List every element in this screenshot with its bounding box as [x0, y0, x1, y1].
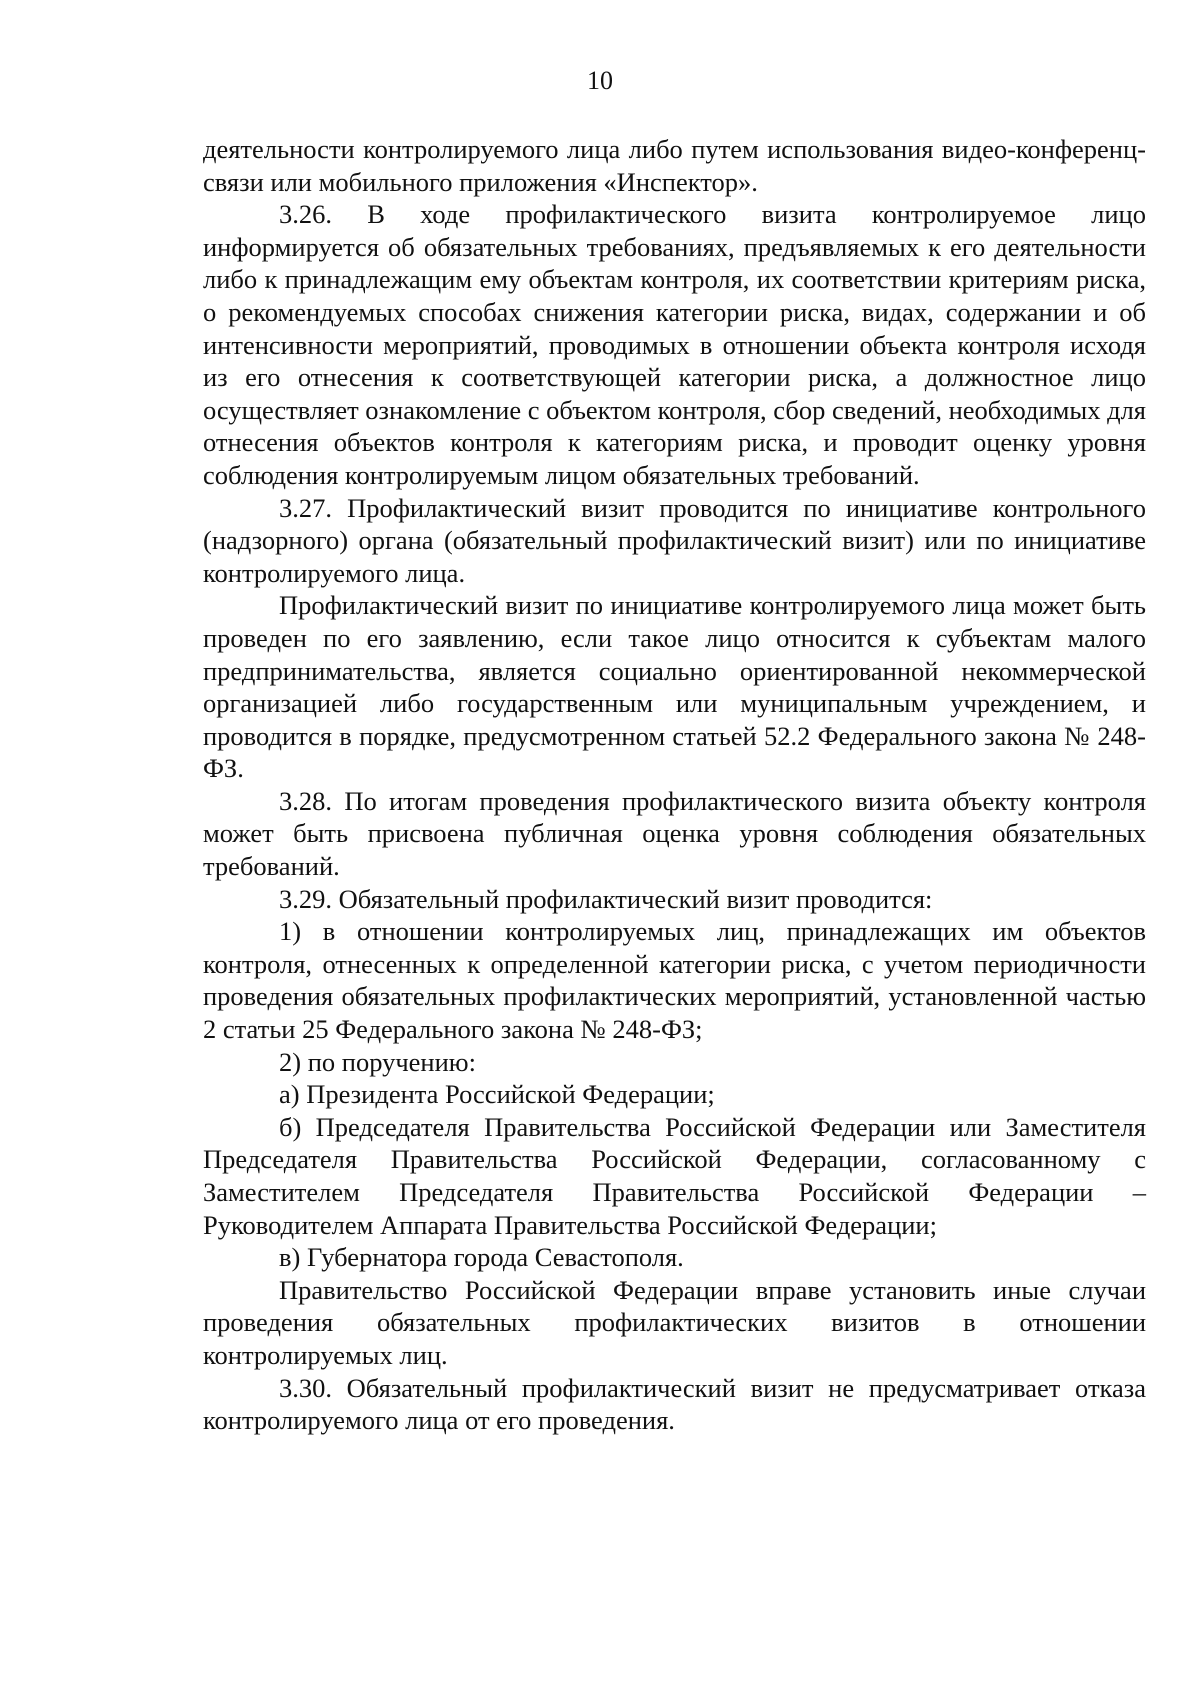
page-number: 10 [587, 66, 613, 95]
paragraph-3-28: 3.28. По итогам проведения профилактического визита объекту контроля может быть присвоена публичная оценка уровня соблюдения обязательных требований. [203, 785, 1146, 882]
paragraph-visit-initiative: Профилактический визит по инициативе контролируемого лица может быть проведен по его заявлению, если такое лицо относится к субъектам малого предпринимательства, является социально ориентированной некоммерческой организацией либо государственным или муниципальным учреждением, и проводится в порядке, предусмотренном статьей 52.2 Федерального закона № 248-ФЗ. [203, 590, 1146, 784]
paragraph-continuation: деятельности контролируемого лица либо путем использования видео-конференц-связи или мобильного приложения «Инспектор». [203, 134, 1146, 197]
list-item-1: 1) в отношении контролируемых лиц, принадлежащих им объектов контроля, отнесенных к определенной категории риска, с учетом периодичности проведения обязательных профилактических мероприятий, установленной частью 2 статьи 25 Федерального закона № 248-ФЗ; [203, 916, 1146, 1045]
document-body [203, 133, 1146, 1437]
paragraph-3-29: 3.29. Обязательный профилактический визит проводится: [279, 883, 933, 914]
list-item-2a: а) Президента Российской Федерации; [279, 1079, 715, 1110]
paragraph-3-27: 3.27. Профилактический визит проводится по инициативе контрольного (надзорного) органа (обязательный профилактический визит) или по инициативе контролируемого лица. [203, 492, 1146, 588]
list-item-2: 2) по поручению: [279, 1046, 476, 1077]
list-item-2v: в) Губернатора города Севастополя. [279, 1242, 684, 1273]
paragraph-3-30: 3.30. Обязательный профилактический визит не предусматривает отказа контролируемого лица от его проведения. [203, 1372, 1146, 1436]
list-item-2b: б) Председателя Правительства Российской Федерации или Заместителя Председателя Правительства Российской Федерации, согласованному с Заместителем Председателя Правительства Российской Федерации – Руководителем Аппарата Правительства Российской Федерации; [203, 1111, 1146, 1240]
paragraph-3-26: 3.26. В ходе профилактического визита контролируемое лицо информируется об обязательных требованиях, предъявляемых к его деятельности либо к принадлежащим ему объектам контроля, их соответствии критериям риска, о рекомендуемых способах снижения категории риска, видах, содержании и об интенсивности мероприятий, проводимых в отношении объекта контроля исходя из его отнесения к соответствующей категории риска, а должностное лицо осуществляет ознакомление с объектом контроля, сбор сведений, необходимых для отнесения объектов контроля к категориям риска, и проводит оценку уровня соблюдения контролируемым лицом обязательных требований. [203, 199, 1146, 490]
paragraph-government-cases: Правительство Российской Федерации вправе установить иные случаи проведения обязательных профилактических визитов в отношении контролируемых лиц. [203, 1274, 1146, 1370]
